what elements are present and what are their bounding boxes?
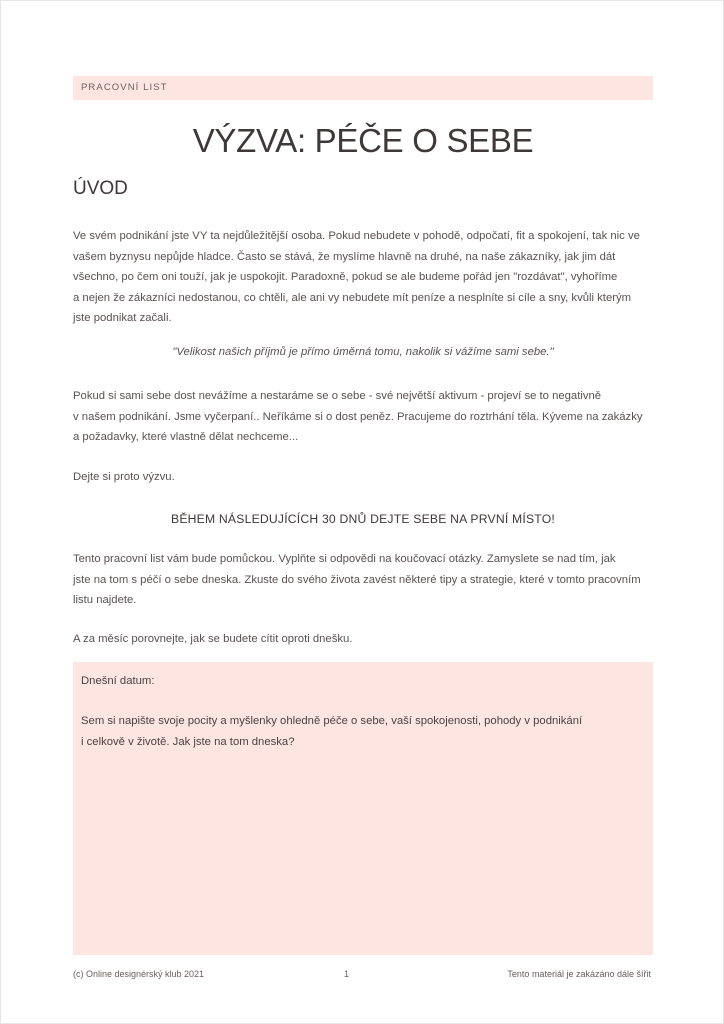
intro-line: a nejen že zákazníci nedostanou, co chtěli, ale ani vy nebudete mít peníze a nesplníte si cíle a sny, kvůli kterým [73, 291, 632, 304]
intro-line: vašem byznysu nepůjde hladce. Často se stává, že myslíme hlavně na druhé, na naše zákazníky, jak jim dát [73, 250, 616, 263]
date-label: Dnešní datum: [81, 675, 155, 687]
paragraph-line: a požadavky, které vlastně dělat nechceme... [73, 431, 299, 443]
footer-copyright: (c) Online designérský klub 2021 [73, 969, 205, 979]
quote: "Velikost našich příjmů je přímo úměrná tomu, nakolik si vážíme sami sebe." [172, 346, 554, 358]
footer-page-number: 1 [344, 969, 350, 979]
footer-notice: Tento materiál je zakázáno dále šířit [507, 969, 651, 979]
intro-line: jste podnikat začali. [73, 312, 172, 324]
prompt-line: Sem si napište svoje pocity a myšlenky ohledně péče o sebe, vaší spokojenosti, pohody v podnikání [81, 715, 583, 727]
answer-prompt [81, 711, 641, 752]
self-worth-paragraph [73, 386, 653, 448]
challenge-statement: BĚHEM NÁSLEDUJÍCÍCH 30 DNŮ DEJTE SEBE NA PRVNÍ MÍSTO! [171, 512, 555, 526]
paragraph-line: jste na tom s péčí o sebe dneska. Zkuste do svého života zavést některé tipy a strategie, které v tomto pracovním [73, 573, 641, 586]
answer-box[interactable] [73, 662, 653, 955]
paragraph-line: Dejte si proto výzvu. [73, 471, 175, 483]
intro-line: Ve svém podnikání jste VY ta nejdůležitější osoba. Pokud nebudete v pohodě, odpočatí, fit a spokojení, tak nic ve [73, 230, 640, 242]
paragraph-line: Tento pracovní list vám bude pomůckou. Vyplňte si odpovědi na koučovací otázky. Zamyslete se nad tím, jak [73, 553, 616, 565]
intro-line: všechno, po čem oni touží, jak je uspokojit. Paradoxně, pokud se ale budeme pořád jen "rozdávat", vyhoříme [73, 271, 618, 283]
header-band [73, 76, 653, 100]
worksheet-instructions-paragraph [73, 549, 653, 611]
page-title: VÝZVA: PÉČE O SEBE [192, 122, 534, 159]
compare-paragraph [73, 629, 653, 650]
prompt-line: i celkově v životě. Jak jste na tom dneska? [81, 735, 295, 748]
worksheet-label: PRACOVNÍ LIST [81, 82, 168, 93]
intro-paragraph [73, 226, 653, 329]
paragraph-line: A za měsíc porovnejte, jak se budete cítit oproti dnešku. [73, 633, 353, 645]
section-heading-intro: ÚVOD [73, 178, 128, 199]
paragraph-line: v našem podnikání. Jsme vyčerpaní.. Neříkáme si o dost peněz. Pracujeme do roztrhání těla. Kýveme na zakázky [73, 410, 643, 423]
paragraph-line: listu najdete. [73, 594, 137, 606]
challenge-intro-paragraph [73, 467, 653, 488]
paragraph-line: Pokud si sami sebe dost nevážíme a nestaráme se o sebe - své největší aktivum - projeví se to negativně [73, 390, 602, 402]
